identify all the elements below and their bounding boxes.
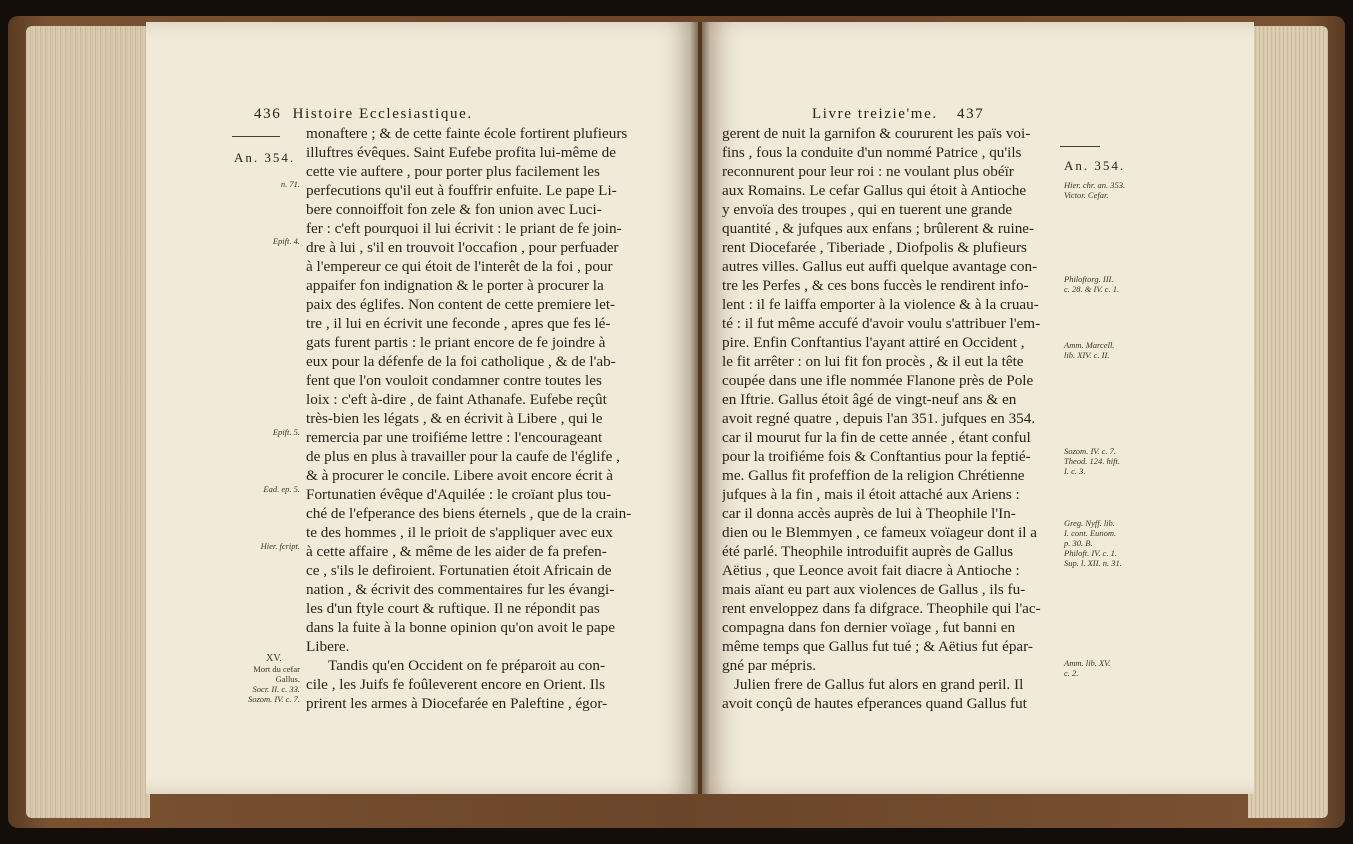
text-line: gerent de nuit la garnifon & coururent les païs voi-: [722, 125, 1031, 142]
text-line: été parlé. Theophile introduifit auprès de Gallus: [722, 543, 1014, 560]
left-year-rule: [232, 136, 280, 137]
text-line: rent enveloppez dans fa difgrace. Theophile qui l'ac-: [722, 600, 1041, 617]
text-line: pire. Enfin Conftantius l'ayant attiré en Occident ,: [722, 334, 1025, 351]
text-line: le fit arrêter : on lui fit fon procès , & il eut la tête: [722, 353, 1024, 370]
side-note-line: c. 2.: [1064, 668, 1079, 678]
text-line: Libere.: [306, 638, 350, 655]
side-note-line: Amm. Marcell.: [1064, 340, 1115, 350]
text-line: à l'empereur ce qui étoit de l'interêt de la foi , pour: [306, 258, 613, 275]
text-line: compagna dans fon dernier voïage , fut banni en: [722, 619, 1016, 636]
right-page-number: 437: [957, 106, 985, 122]
side-note-line: c. 28. & IV. c. 1.: [1064, 284, 1120, 294]
text-line: reconnurent pour leur roi : ne voulant plus obéïr: [722, 163, 1014, 180]
right-running-head: [812, 106, 984, 123]
text-line: aux Romains. Le cefar Gallus qui étoit à Antioche: [722, 182, 1027, 199]
left-page: [146, 22, 698, 794]
side-note-line: Greg. Nyff. lib.: [1064, 518, 1115, 528]
left-body-text: [306, 124, 678, 713]
section-note-line: Mort du cefar: [253, 664, 300, 674]
left-running-head: [254, 106, 473, 123]
right-year-rule: [1060, 146, 1100, 147]
side-note-line: Hier. chr. an. 353.: [1064, 180, 1126, 190]
side-note-line: Philoft. IV. c. 1.: [1064, 548, 1117, 558]
text-line: de plus en plus à travailler pour la caufe de l'églife ,: [306, 448, 620, 465]
text-line: car il mourut fur la fin de cette année , étant conful: [722, 429, 1031, 446]
text-line: tre , il lui en écrivit une feconde , apres que fes lé-: [306, 315, 611, 332]
text-line: Fortunatien évêque d'Aquilée : le croïant plus tou-: [306, 486, 612, 503]
text-line: fer : c'eft pourquoi il lui écrivit : le priant de fe join-: [306, 220, 622, 237]
text-line: tre les Perfes , & ces bons fuccès le rendirent info-: [722, 277, 1029, 294]
text-line: gné par mépris.: [722, 657, 817, 674]
text-line: dien ou le Blemmyen , ce fameux voïageur dont il a: [722, 524, 1038, 541]
text-line: bere connoiffoit fon zele & fon union avec Luci-: [306, 201, 602, 218]
right-page: [702, 22, 1254, 794]
text-line: eux pour la défenfe de la foi catholique , & de l'ab-: [306, 353, 616, 370]
side-note-line: Theod. 124. hift.: [1064, 456, 1120, 466]
left-running-title: Histoire Ecclesiastique.: [292, 106, 473, 122]
text-line: autres villes. Gallus eut auffi quelque avantage con-: [722, 258, 1038, 275]
side-note-line: p. 30. B.: [1064, 538, 1093, 548]
side-note: Hier. fcript.: [260, 541, 300, 551]
text-line: me. Gallus fit profeffion de la religion Chrétienne: [722, 467, 1025, 484]
text-line: avoit regné quatre , depuis l'an 351. jufques en 354.: [722, 410, 1036, 427]
side-note-line: Amm. lib. XV.: [1064, 658, 1111, 668]
text-line: dre à lui , s'il en trouvoit l'occafion , pour perfuader: [306, 239, 619, 256]
side-note-line: I. c. 3.: [1064, 466, 1086, 476]
section-note: [248, 654, 300, 704]
text-line: nation , & écrivit des commentaires fur les évangi-: [306, 581, 615, 598]
text-line: mais aïant eu part aux violences de Gallus , ils fu-: [722, 581, 1026, 598]
section-text-line: Tandis qu'en Occident on fe préparoit au con-: [328, 657, 606, 674]
side-note-line: Victor. Cefar.: [1064, 190, 1109, 200]
text-line: car il donna accès auprès de lui à Theophile l'In-: [722, 505, 1016, 522]
text-line: té : il fut même accufé d'avoir voulu s'attribuer l'em-: [722, 315, 1041, 332]
side-note: Ead. ep. 5.: [263, 484, 300, 494]
text-line: coupée dans une ifle nommée Flanone près de Pole: [722, 372, 1034, 389]
text-line: à cette affaire , & même de les aider de fa prefen-: [306, 543, 607, 560]
text-line: quantité , & jufques aux enfans ; brûlerent & ruine-: [722, 220, 1035, 237]
side-note-line: I. cont. Eunom.: [1064, 528, 1117, 538]
right-body-text: [722, 124, 1060, 713]
side-note: Epift. 5.: [272, 427, 300, 437]
text-line: paix des églifes. Non content de cette premiere let-: [306, 296, 616, 313]
text-line: très-bien les légats , & en écrivit à Libere , qui le: [306, 410, 603, 427]
side-note-line: Philoftorg. III.: [1064, 274, 1114, 284]
text-line: perfecutions qu'il eut à fouffrir enfuite. Le pape Li-: [306, 182, 617, 199]
text-line: jufques à la fin , mais il étoit attaché aux Ariens :: [722, 486, 1020, 503]
text-line: ce , s'ils le defiroient. Fortunatien étoit Africain de: [306, 562, 612, 579]
section-note-line: Gallus.: [275, 674, 300, 684]
text-line: dans la fuite à la bonne opinion qu'on avoit le pape: [306, 619, 615, 636]
side-note: [1064, 180, 1125, 200]
text-line: monaftere ; & de cette fainte école fortirent plufieurs: [306, 125, 628, 142]
book-gutter: [690, 22, 710, 794]
section-note-line: Sozom. IV. c. 7.: [247, 694, 300, 704]
left-page-edges: [26, 26, 150, 818]
section-text-line: cile , les Juifs fe foûleverent encore en Orient. Ils: [306, 676, 605, 693]
left-page-number: 436: [254, 106, 282, 122]
side-note: [1064, 446, 1120, 476]
text-line: cette vie auftere , pour porter plus facilement les: [306, 163, 600, 180]
right-page-edges: [1248, 26, 1328, 818]
text-line: avoit conçû de hautes efperances quand Gallus fut: [722, 695, 1027, 712]
side-note: [1064, 518, 1122, 568]
side-note: Epift. 4.: [272, 236, 300, 246]
text-line: te des hommes , il le prioit de s'appliquer avec eux: [306, 524, 613, 541]
text-line: en Iftrie. Gallus étoit âgé de vingt-neuf ans & en: [722, 391, 1017, 408]
text-line: même temps que Gallus fut tué ; & Aëtius fut épar-: [722, 638, 1033, 655]
text-line: les d'un ftyle court & ruftique. Il ne répondit pas: [306, 600, 600, 617]
text-line: ché de l'efperance des biens éternels , que de la crain-: [306, 505, 632, 522]
side-note-line: Sup. l. XII. n. 31.: [1064, 558, 1122, 568]
text-line: lent : il fe laiffa emporter à la violence & à la cruau-: [722, 296, 1039, 313]
text-line: gats furent partis : le priant encore de fe joindre à: [306, 334, 606, 351]
side-note-line: lib. XIV. c. II.: [1064, 350, 1110, 360]
text-line: remercia par une troifiéme lettre : l'encourageant: [306, 429, 603, 446]
section-note-line: Socr. II. c. 33.: [252, 684, 300, 694]
side-note: [1064, 658, 1110, 678]
text-line: Julien frere de Gallus fut alors en grand peril. Il: [734, 676, 1024, 693]
section-text-line: prirent les armes à Diocefarée en Paleftine , égor-: [306, 695, 608, 712]
text-line: pour la troifiéme fois & Conftantius pour la feptié-: [722, 448, 1031, 465]
side-note: [1064, 274, 1119, 294]
right-year-label: An. 354.: [1064, 158, 1126, 173]
side-note-line: Sozom. IV. c. 7.: [1064, 446, 1117, 456]
side-note: [1064, 340, 1114, 360]
text-line: fent que l'on vouloit condamner contre toutes les: [306, 372, 602, 389]
text-line: & à procurer le concile. Libere avoit encore écrit à: [306, 467, 613, 484]
right-running-title: Livre treizie'me.: [812, 106, 938, 122]
section-number: XV.: [266, 653, 282, 664]
left-year-label: An. 354.: [234, 150, 296, 165]
text-line: appaifer fon indignation & le porter à procurer la: [306, 277, 604, 294]
text-line: loix : c'eft à-dire , de faint Athanafe. Eufebe reçût: [306, 391, 607, 408]
text-line: y envoïa des troupes , qui en tuerent une grande: [722, 201, 1013, 218]
text-line: fins , fous la conduite d'un nommé Patrice , qu'ils: [722, 144, 1022, 161]
text-line: illuftres évêques. Saint Eufebe profita lui-même de: [306, 144, 616, 161]
text-line: rent Diocefarée , Tiberiade , Diofpolis & plufieurs: [722, 239, 1027, 256]
text-line: Aëtius , que Leonce avoit fait diacre à Antioche :: [722, 562, 1020, 579]
side-note: n. 71.: [280, 179, 300, 189]
